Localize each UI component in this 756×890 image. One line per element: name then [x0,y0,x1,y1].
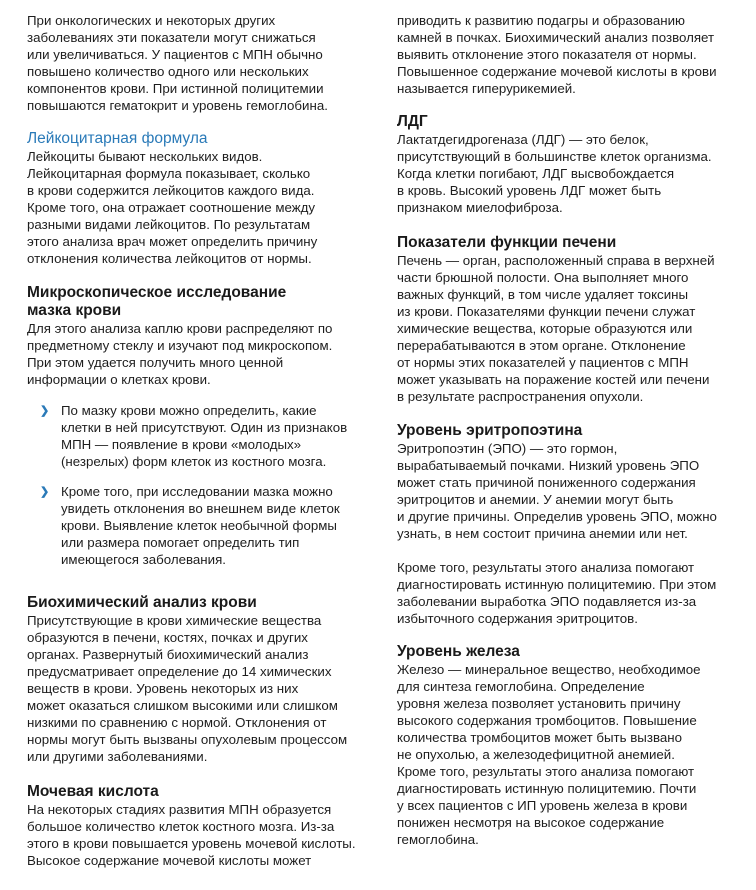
text-line: признаком миелофиброза. [397,200,563,215]
text-line: химические вещества, которые образуются или [397,321,693,336]
section-uric-acid [27,783,372,869]
text-line: из крови. Показателями функции печени служат [397,304,696,319]
bullet-item [27,402,372,470]
text-line: разными видами лейкоцитов. По результатам [27,217,311,232]
text-line: компонентов крови. При истинной полицитемии [27,81,324,96]
text-line: может стать причиной пониженного содержания [397,475,696,490]
text-line: части брюшной полости. Она выполняет много [397,270,689,285]
right-column [397,0,737,848]
text-line: от нормы этих показателей у пациентов с МПН [397,355,689,370]
text-line: высокого содержания тромбоцитов. Повышение [397,713,697,728]
section-leukocyte-formula [27,129,372,267]
text-line: Присутствующие в крови химические вещества [27,613,322,628]
text-line: может оказаться слишком высокими или слишком [27,698,338,713]
text-line: предусматривает определение до 14 химических [27,664,332,679]
text-line: важных функций, в том числе удаляет токсины [397,287,689,302]
text-line: камней в почках. Биохимический анализ позволяет [397,30,715,45]
text-line: вырабатываемый почками. Низкий уровень ЭПО [397,458,700,473]
text-line: в результате распространения опухоли. [397,389,644,404]
text-line: органах. Развернутый биохимический анализ [27,647,309,662]
text-line: Кроме того, результаты этого анализа помогают [397,560,695,575]
text-line: понижен несмотря на высокое содержание [397,815,665,830]
text-line: эритроцитов и анемии. У анемии могут быть [397,492,674,507]
bullet-item [27,483,372,568]
text-line: Кроме того, она отражает соотношение между [27,200,316,215]
text-line: гемоглобина. [397,832,479,847]
text-line: При онкологических и некоторых других [27,13,276,28]
chevron-right-icon: ❯ [40,486,50,498]
left-column [27,0,372,869]
text-line: нормы могут быть вызваны опухолевым процессом [27,732,348,747]
text-line: низкими по сравнению с нормой. Отклонения от [27,715,327,730]
text-line: Железо — минеральное вещество, необходимое [397,662,701,677]
text-line: образуются в печени, костях, почках и других [27,630,308,645]
section-heading: Показатели функции печени [397,234,617,251]
text-line: Высокое содержание мочевой кислоты может [27,853,312,868]
chevron-right-icon: ❯ [40,405,50,417]
text-line: При этом удается получить много ценной [27,355,284,370]
text-line: для синтеза гемоглобина. Определение [397,679,645,694]
section-biochemistry [27,594,372,765]
text-line: повышаются гематокрит и уровень гемоглобина. [27,98,328,113]
text-line: отклонения количества лейкоцитов от нормы. [27,251,312,266]
section-heading: Микроскопическое исследование [27,284,287,301]
text-line: этого анализа врач может определить причину [27,234,318,249]
text-line: Кроме того, результаты этого анализа помогают [397,764,695,779]
text-line: Лейкоцитарная формула показывает, сколько [27,166,311,181]
section-heading: Лейкоцитарная формула [27,130,208,147]
text-line: заболеваниях эти показатели могут снижаться [27,30,316,45]
text-line: информации о клетках крови. [27,372,211,387]
text-line: или другими заболеваниями. [27,749,208,764]
text-line: не опухолью, а железодефицитной анемией. [397,747,675,762]
text-line: уровня железа позволяет установить причину [397,696,681,711]
text-line: приводить к развитию подагры и образованию [397,13,685,28]
text-line: выявить отклонение этого показателя от нормы. [397,47,697,62]
text-line: Кроме того, при исследовании мазка можно [61,484,333,499]
text-line: этого в крови повышается уровень мочевой кислоты. [27,836,356,851]
text-line: Печень — орган, расположенный справа в верхней [397,253,715,268]
text-line: По мазку крови можно определить, какие [61,403,317,418]
section-heading: Биохимический анализ крови [27,594,257,611]
text-line: Лактатдегидрогеназа (ЛДГ) — это белок, [397,132,649,147]
section-blood-smear [27,284,372,568]
text-line: предметному стеклу и изучают под микроскопом. [27,338,333,353]
text-line: (незрелых) форм клеток из костного мозга. [61,454,327,469]
section-iron-level [397,643,737,848]
text-line: присутствующий в большинстве клеток организма. [397,149,712,164]
text-line: может указывать на поражение костей или печени [397,372,710,387]
text-line: увидеть отклонения во внешнем виде клеток [61,501,340,516]
text-line: или увеличиваться. У пациентов с МПН обычно [27,47,323,62]
text-line: диагностировать истинную полицитемию. При этом [397,577,717,592]
section-heading: Уровень железа [397,643,520,660]
text-line: в кровь. Высокий уровень ЛДГ может быть [397,183,662,198]
text-line: у всех пациентов с ИП уровень железа в крови [397,798,688,813]
text-line: крови. Выявление клеток необычной формы [61,518,337,533]
section-heading: Мочевая кислота [27,783,159,800]
text-line: Повышенное содержание мочевой кислоты в крови [397,64,717,79]
text-line: заболевании выработка ЭПО подавляется из-за [397,594,697,609]
text-line: На некоторых стадиях развития МПН образуется [27,802,332,817]
text-line: называется гиперурикемией. [397,81,576,96]
text-line: перерабатываются в этом органе. Отклонение [397,338,686,353]
text-line: узнать, в нем состоит причина анемии или нет. [397,526,688,541]
section-heading: Уровень эритропоэтина [397,422,583,439]
text-line: Когда клетки погибают, ЛДГ высвобождается [397,166,675,181]
section-liver-function [397,234,737,405]
text-line: Эритропоэтин (ЭПО) — это гормон, [397,441,618,456]
text-line: в крови содержится лейкоцитов каждого вида. [27,183,315,198]
text-line: большое количество клеток костного мозга. Из-за [27,819,335,834]
section-ldh [397,113,737,216]
text-line: количества тромбоцитов может быть вызвано [397,730,683,745]
text-line: МПН — появление в крови «молодых» [61,437,302,452]
text-line: и другие причины. Определив уровень ЭПО, можно [397,509,717,524]
intro-paragraph [27,12,372,114]
text-line: диагностировать истинную полицитемию. Почти [397,781,697,796]
text-line: Лейкоциты бывают нескольких видов. [27,149,263,164]
section-heading: мазка крови [27,302,122,319]
text-line: повышено количество одного или нескольких [27,64,309,79]
uric-acid-continued [397,12,737,97]
section-heading: ЛДГ [397,113,428,130]
text-line: избыточного содержания эритроцитов. [397,611,638,626]
text-line: клетки в ней присутствуют. Один из признаков [61,420,348,435]
text-line: или размера помогает определить тип [61,535,300,550]
text-line: веществ в крови. Уровень некоторых из них [27,681,299,696]
text-line: Для этого анализа каплю крови распределяют по [27,321,333,336]
text-line: имеющегося заболевания. [61,552,226,567]
section-erythropoietin [397,422,737,627]
